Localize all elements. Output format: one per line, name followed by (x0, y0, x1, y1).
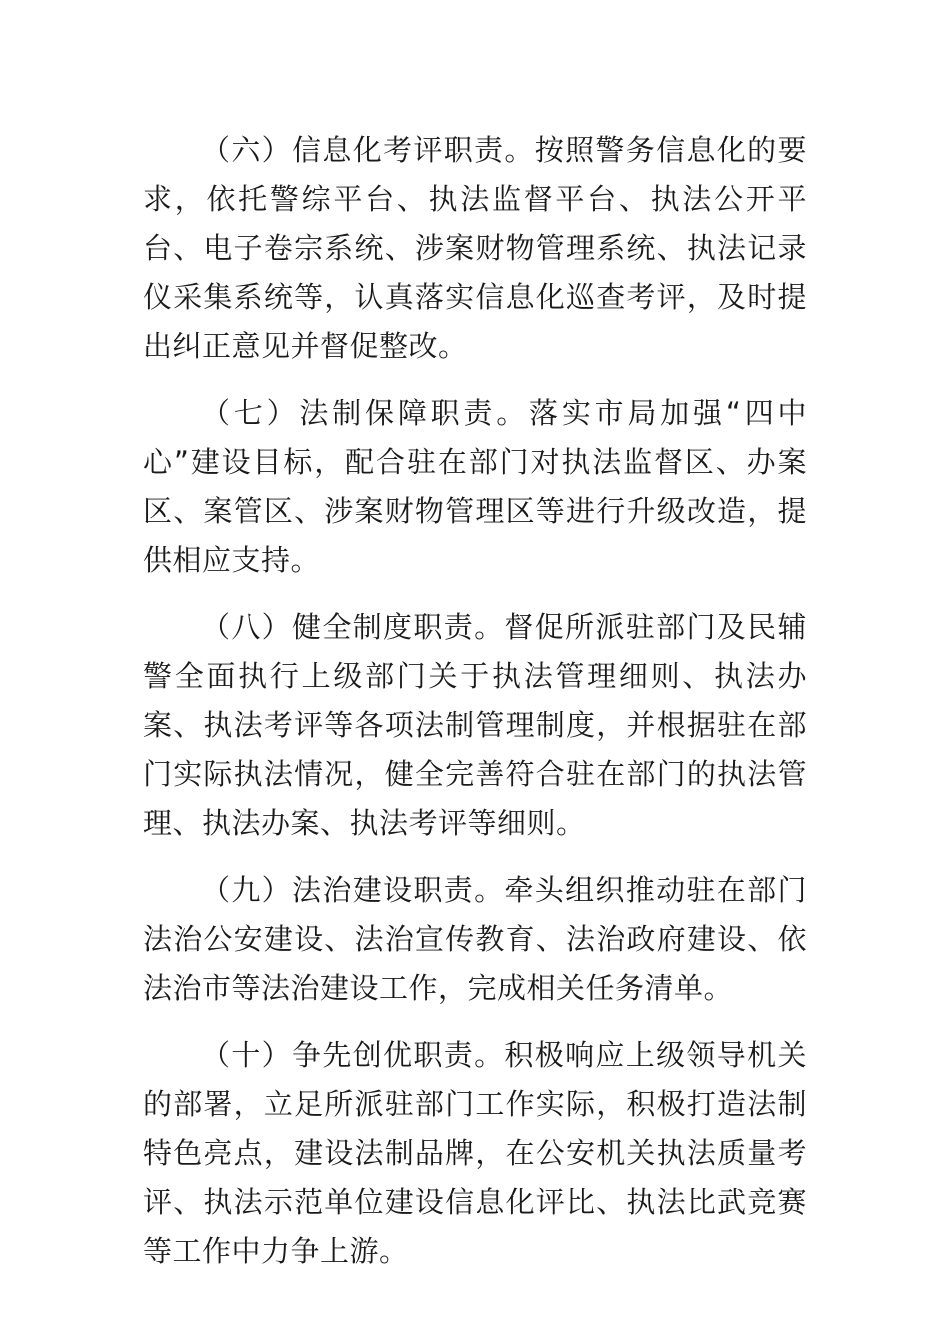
document-body (143, 126, 807, 1294)
paragraph-system-improvement: （八）健全制度职责。督促所派驻部门及民辅警全面执行上级部门关于执法管理细则、执法办案、执法考评等各项法制管理制度，并根据驻在部门实际执法情况，健全完善符合驻在部门的执法管理、执法办案、执法考评等细则。 (143, 610, 807, 840)
paragraph-legal-support: （七）法制保障职责。落实市局加强“四中心”建设目标，配合驻在部门对执法监督区、办案区、案管区、涉案财物管理区等进行升级改造，提供相应支持。 (143, 396, 807, 577)
paragraph-informatization-evaluation: （六）信息化考评职责。按照警务信息化的要求，依托警综平台、执法监督平台、执法公开平台、电子卷宗系统、涉案财物管理系统、执法记录仪采集系统等，认真落实信息化巡查考评，及时提出纠正意见并督促整改。 (143, 133, 807, 363)
paragraph-excellence-competition: （十）争先创优职责。积极响应上级领导机关的部署，立足所派驻部门工作实际，积极打造法制特色亮点，建设法制品牌，在公安机关执法质量考评、执法示范单位建设信息化评比、执法比武竞赛等工作中力争上游。 (143, 1038, 807, 1268)
paragraph-rule-of-law-construction: （九）法治建设职责。牵头组织推动驻在部门法治公安建设、法治宣传教育、法治政府建设、依法治市等法治建设工作，完成相关任务清单。 (143, 873, 807, 1005)
